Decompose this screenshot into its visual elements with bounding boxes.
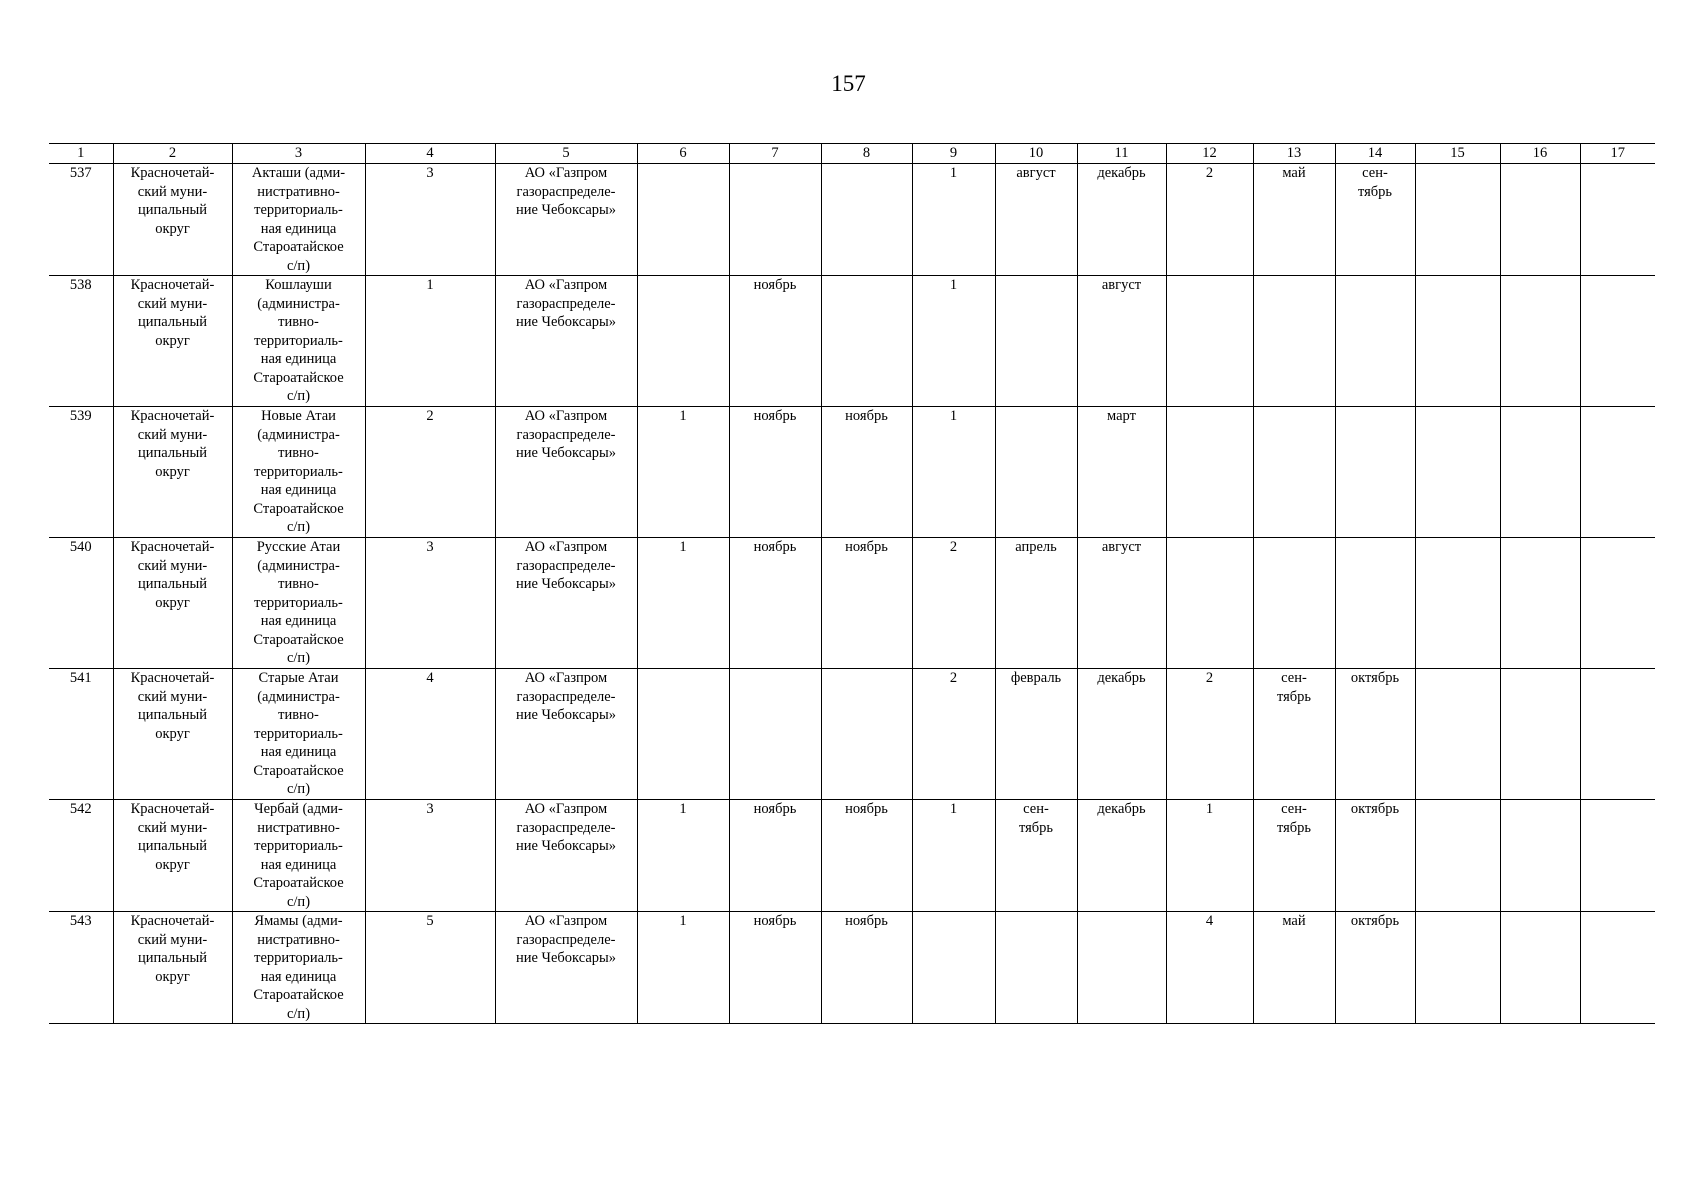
- table-cell: 2: [1166, 164, 1253, 276]
- column-header: 10: [995, 144, 1077, 164]
- table-cell: 542: [49, 800, 113, 912]
- table-cell: 2: [912, 538, 995, 669]
- table-cell: [1580, 538, 1655, 669]
- table-cell: Новые Атаи (администра- тивно- территориаль- ная единица Староатайское с/п): [232, 407, 365, 538]
- table-cell: 1: [912, 164, 995, 276]
- table-cell: [995, 407, 1077, 538]
- table-cell: [1580, 164, 1655, 276]
- table-cell: 1: [637, 538, 729, 669]
- table-row: [49, 538, 1655, 669]
- table-cell: август: [1077, 276, 1166, 407]
- column-header: 2: [113, 144, 232, 164]
- table-cell: Красночетай- ский муни- ципальный округ: [113, 164, 232, 276]
- table-row: [49, 669, 1655, 800]
- column-header: 4: [365, 144, 495, 164]
- table-row: [49, 164, 1655, 276]
- table-cell: [1415, 407, 1500, 538]
- table-cell: АО «Газпром газораспределе- ние Чебоксары»: [495, 407, 637, 538]
- table-cell: Акташи (адми- нистративно- территориаль- ная единица Староатайское с/п): [232, 164, 365, 276]
- table-cell: февраль: [995, 669, 1077, 800]
- table-cell: 1: [365, 276, 495, 407]
- table-cell: [995, 912, 1077, 1024]
- table-cell: Русские Атаи (администра- тивно- территориаль- ная единица Староатайское с/п): [232, 538, 365, 669]
- column-header: 9: [912, 144, 995, 164]
- column-header: 13: [1253, 144, 1335, 164]
- table-cell: [995, 276, 1077, 407]
- data-table: [49, 143, 1655, 1024]
- column-header: 8: [821, 144, 912, 164]
- table-cell: [1580, 276, 1655, 407]
- table-cell: [1166, 276, 1253, 407]
- table-cell: [1415, 800, 1500, 912]
- table-cell: [1500, 669, 1580, 800]
- column-header: 15: [1415, 144, 1500, 164]
- table-cell: Чербай (адми- нистративно- территориаль- ная единица Староатайское с/п): [232, 800, 365, 912]
- table-cell: Ямамы (адми- нистративно- территориаль- ная единица Староатайское с/п): [232, 912, 365, 1024]
- table-cell: 3: [365, 164, 495, 276]
- table-cell: [1166, 538, 1253, 669]
- table-cell: 1: [912, 407, 995, 538]
- table-cell: март: [1077, 407, 1166, 538]
- header-row: [49, 144, 1655, 164]
- table-cell: [1580, 407, 1655, 538]
- table-cell: Красночетай- ский муни- ципальный округ: [113, 912, 232, 1024]
- column-header: 3: [232, 144, 365, 164]
- table-cell: 2: [365, 407, 495, 538]
- table-cell: ноябрь: [821, 800, 912, 912]
- table-cell: [1580, 669, 1655, 800]
- table-cell: [1580, 800, 1655, 912]
- table-cell: 543: [49, 912, 113, 1024]
- table-cell: АО «Газпром газораспределе- ние Чебоксары»: [495, 669, 637, 800]
- table-cell: [821, 669, 912, 800]
- table-cell: [1500, 407, 1580, 538]
- column-header: 1: [49, 144, 113, 164]
- table-cell: [637, 164, 729, 276]
- table-cell: 1: [637, 912, 729, 1024]
- column-header: 12: [1166, 144, 1253, 164]
- table-row: [49, 407, 1655, 538]
- table-cell: [1253, 407, 1335, 538]
- table-cell: октябрь: [1335, 800, 1415, 912]
- table-cell: АО «Газпром газораспределе- ние Чебоксары»: [495, 912, 637, 1024]
- table-cell: [1415, 276, 1500, 407]
- table-cell: [821, 276, 912, 407]
- table-row: [49, 276, 1655, 407]
- table-cell: 5: [365, 912, 495, 1024]
- table-cell: 1: [912, 276, 995, 407]
- table-cell: 537: [49, 164, 113, 276]
- table-cell: [1415, 538, 1500, 669]
- table-cell: сен- тябрь: [1335, 164, 1415, 276]
- table-cell: май: [1253, 912, 1335, 1024]
- table-cell: АО «Газпром газораспределе- ние Чебоксары»: [495, 538, 637, 669]
- table-cell: Красночетай- ский муни- ципальный округ: [113, 538, 232, 669]
- table-cell: Старые Атаи (администра- тивно- территориаль- ная единица Староатайское с/п): [232, 669, 365, 800]
- column-header: 11: [1077, 144, 1166, 164]
- table-cell: [1415, 912, 1500, 1024]
- table-cell: [1253, 538, 1335, 669]
- table-cell: [1415, 164, 1500, 276]
- column-header: 7: [729, 144, 821, 164]
- table-cell: [1500, 276, 1580, 407]
- table-cell: август: [995, 164, 1077, 276]
- table-cell: 540: [49, 538, 113, 669]
- table-cell: [1077, 912, 1166, 1024]
- table-cell: [912, 912, 995, 1024]
- table-cell: [637, 669, 729, 800]
- table-cell: 538: [49, 276, 113, 407]
- table-cell: АО «Газпром газораспределе- ние Чебоксары»: [495, 164, 637, 276]
- table-cell: сен- тябрь: [1253, 800, 1335, 912]
- table-cell: [821, 164, 912, 276]
- table-cell: [1500, 538, 1580, 669]
- table-cell: [1335, 407, 1415, 538]
- table-cell: [1335, 276, 1415, 407]
- column-header: 5: [495, 144, 637, 164]
- table-cell: [1580, 912, 1655, 1024]
- table-cell: Красночетай- ский муни- ципальный округ: [113, 800, 232, 912]
- table-cell: [1500, 164, 1580, 276]
- table-cell: 4: [1166, 912, 1253, 1024]
- table-cell: декабрь: [1077, 669, 1166, 800]
- table-cell: октябрь: [1335, 912, 1415, 1024]
- table-cell: [1166, 407, 1253, 538]
- table-cell: АО «Газпром газораспределе- ние Чебоксары»: [495, 800, 637, 912]
- table-cell: 1: [912, 800, 995, 912]
- table-cell: ноябрь: [729, 538, 821, 669]
- column-header: 17: [1580, 144, 1655, 164]
- table-row: [49, 912, 1655, 1024]
- table-cell: 4: [365, 669, 495, 800]
- table-row: [49, 800, 1655, 912]
- table-body: [49, 164, 1655, 1024]
- table-cell: Кошлауши (администра- тивно- территориаль- ная единица Староатайское с/п): [232, 276, 365, 407]
- table-cell: апрель: [995, 538, 1077, 669]
- column-header: 14: [1335, 144, 1415, 164]
- table-cell: декабрь: [1077, 800, 1166, 912]
- table-cell: Красночетай- ский муни- ципальный округ: [113, 276, 232, 407]
- table-cell: ноябрь: [821, 912, 912, 1024]
- column-header: 16: [1500, 144, 1580, 164]
- table-cell: ноябрь: [821, 538, 912, 669]
- table-cell: [1500, 800, 1580, 912]
- table-cell: 541: [49, 669, 113, 800]
- table-cell: ноябрь: [729, 912, 821, 1024]
- table-cell: сен- тябрь: [995, 800, 1077, 912]
- table-cell: [1335, 538, 1415, 669]
- table-cell: 1: [1166, 800, 1253, 912]
- table-cell: 1: [637, 800, 729, 912]
- table-cell: май: [1253, 164, 1335, 276]
- table-cell: ноябрь: [729, 800, 821, 912]
- column-header: 6: [637, 144, 729, 164]
- table-cell: [729, 669, 821, 800]
- table-cell: декабрь: [1077, 164, 1166, 276]
- table-cell: 2: [1166, 669, 1253, 800]
- page-number: 157: [831, 71, 866, 96]
- table-cell: октябрь: [1335, 669, 1415, 800]
- table-cell: ноябрь: [729, 407, 821, 538]
- table-cell: ноябрь: [821, 407, 912, 538]
- table-cell: ноябрь: [729, 276, 821, 407]
- table-cell: [729, 164, 821, 276]
- table-cell: Красночетай- ский муни- ципальный округ: [113, 669, 232, 800]
- table-cell: [1500, 912, 1580, 1024]
- table-cell: [1415, 669, 1500, 800]
- table-cell: [637, 276, 729, 407]
- table-cell: 1: [637, 407, 729, 538]
- table-cell: 539: [49, 407, 113, 538]
- table-cell: [1253, 276, 1335, 407]
- table-cell: 3: [365, 538, 495, 669]
- table-cell: август: [1077, 538, 1166, 669]
- table-cell: 2: [912, 669, 995, 800]
- table-cell: Красночетай- ский муни- ципальный округ: [113, 407, 232, 538]
- table-cell: сен- тябрь: [1253, 669, 1335, 800]
- table-cell: 3: [365, 800, 495, 912]
- table-cell: АО «Газпром газораспределе- ние Чебоксары»: [495, 276, 637, 407]
